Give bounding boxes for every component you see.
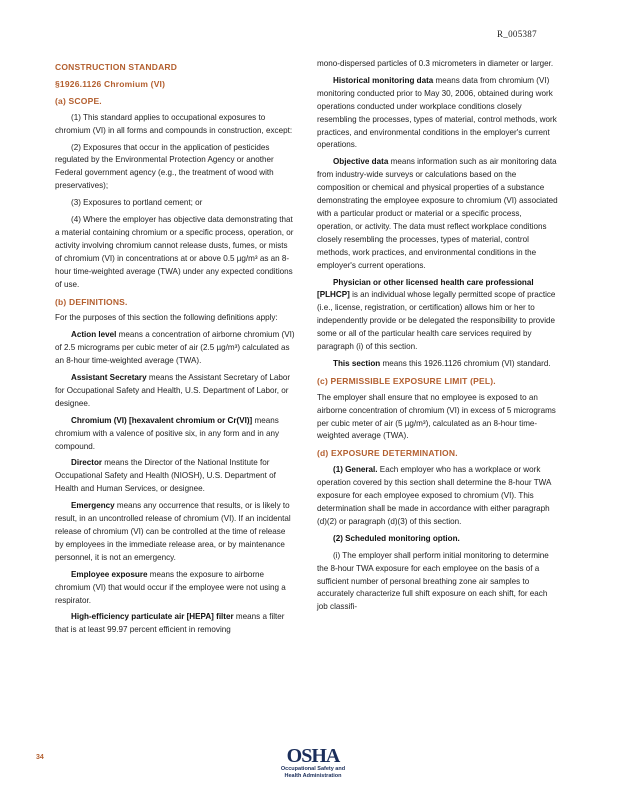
agency-name-line: Health Administration	[284, 773, 342, 779]
paragraph-text: Each employer who has a workplace or work operation covered by this section shall determine the 8-hour TWA exposure for each employee exposed to chromium (VI). This determination shall be made in accordance with either paragraph (d)(2) or paragraph (d)(3) of this section.	[317, 465, 551, 526]
scope-paragraph: (3) Exposures to portland cement; or	[71, 198, 203, 208]
definition-term: Employee exposure	[71, 569, 148, 579]
definition-text: means chromium with a valence of positive six, in any form and in any compound.	[55, 415, 280, 451]
definition	[55, 611, 296, 637]
scope-paragraph: (4) Where the employer has objective data demonstrating that a material containing chromium or a specific process, operation, or activity involving chromium cannot release dusts, fumes, or mists of chromium (VI) in concentrations at or above 0.5 µg/m³ as an 8-hour time-weighted average (TWA) under any expected conditions of use.	[55, 215, 294, 289]
pel-paragraph: The employer shall ensure that no employee is exposed to an airborne concentration of chromium (VI) in excess of 5 micrograms per cubic meter of air (5 µg/m³), calculated as an 8-hour time-weighted average (TWA).	[317, 392, 556, 441]
pel-heading: (c) PERMISSIBLE EXPOSURE LIMIT (PEL).	[317, 375, 496, 386]
definition-text: means the Director of the National Institute for Occupational Safety and Health (NIOSH), U.S. Department of Health and Human Services, or designee.	[55, 458, 276, 494]
definition	[55, 500, 296, 565]
definition-term: Director	[71, 458, 103, 468]
definition	[317, 75, 558, 152]
right-column	[317, 58, 558, 618]
definition-text: means data from chromium (VI) monitoring conducted prior to May 30, 2006, obtained during work operations conducted under workplace conditions closely resembling the processes, types of material, control methods, work practices, and environmental conditions in the employer's current operations.	[317, 75, 557, 150]
paragraph-term: (1) General.	[333, 465, 378, 475]
section-title: §1926.1126 Chromium (VI)	[55, 78, 166, 89]
exposure-determination-heading: (d) EXPOSURE DETERMINATION.	[317, 448, 458, 459]
left-column	[55, 61, 296, 641]
definition-text: means the Assistant Secretary of Labor for Occupational Safety and Health, U.S. Department of Labor, or designee.	[55, 373, 291, 408]
definition-term: Action level	[71, 330, 117, 340]
paragraph	[317, 464, 558, 529]
osha-logo	[268, 746, 358, 780]
definition-term: This section	[333, 358, 381, 368]
definition-term: Emergency	[71, 501, 115, 511]
osha-logo-text: OSHA	[286, 745, 340, 767]
definition-text: means the exposure to airborne chromium (VI) that would occur if the employee were not using a respirator.	[55, 569, 286, 605]
scope-paragraph: (2) Exposures that occur in the application of pesticides regulated by the Environmental Protection Agency or another Federal government agency (e.g., the treatment of wood with preservatives);	[55, 142, 274, 191]
definition	[55, 329, 296, 368]
definition-term: Physician or other licensed health care professional [PLHCP]	[317, 277, 534, 300]
definition-term: Objective data	[333, 157, 389, 167]
definition	[317, 358, 558, 371]
definition	[55, 457, 296, 496]
document-id: R_005387	[497, 29, 537, 39]
definition-text: means any occurrence that results, or is likely to result, in an uncontrolled release of chromium (VI). If an incidental release of chromium (VI) can be controlled at the time of release by employees in the immediate release area, or by maintenance personnel, it is not an emergency.	[55, 501, 291, 562]
agency-name-line: Occupational Safety and	[280, 766, 346, 772]
page-number: 34	[36, 754, 44, 761]
definition-text: means a filter that is at least 99.97 percent efficient in removing	[55, 612, 285, 635]
standard-title: CONSTRUCTION STANDARD	[55, 62, 178, 72]
definitions-heading: (b) DEFINITIONS.	[55, 296, 128, 307]
continued-paragraph: mono-dispersed particles of 0.3 micrometers in diameter or larger.	[317, 59, 554, 68]
definition	[55, 372, 296, 411]
definition-term: Historical monitoring data	[333, 75, 434, 85]
definition-term: Chromium (VI) [hexavalent chromium or Cr(VI)]	[71, 415, 253, 425]
definition-text: means this 1926.1126 chromium (VI) standard.	[380, 358, 551, 368]
definition-text: is an individual whose legally permitted scope of practice (i.e., license, registration, or certification) allows him or her to independently provide or be delegated the responsibility to provide some or all of the particular health care services required by paragraph (i) of this section.	[317, 290, 556, 352]
definitions-intro: For the purposes of this section the following definitions apply:	[55, 313, 278, 323]
definition	[317, 156, 558, 272]
paragraph-term: (2) Scheduled monitoring option.	[333, 533, 460, 543]
definition	[55, 415, 296, 454]
definition	[317, 277, 558, 354]
definition	[55, 569, 296, 608]
definition-text: means information such as air monitoring data from industry-wide surveys or calculations based on the composition or chemical and physical properties of a substance demonstrating the employee exposure to chromium (VI) associated with a particular product or material or a specific process, operation, or activity. The data must reflect workplace conditions closely resembling the processes, types of material, control methods, work practices, and environmental conditions in the employer's current operations.	[317, 157, 558, 270]
scope-heading: (a) SCOPE.	[55, 95, 102, 106]
definition-text: means a concentration of airborne chromium (VI) of 2.5 micrograms per cubic meter of air (2.5 µg/m³) calculated as an 8-hour time-weighted average (TWA).	[55, 330, 295, 366]
definition-term: Assistant Secretary	[71, 373, 147, 383]
scope-paragraph: (1) This standard applies to occupational exposures to chromium (VI) in all forms and compounds in construction, except:	[55, 112, 293, 135]
definition-term: High-efficiency particulate air [HEPA] filter	[71, 612, 234, 622]
paragraph: (i) The employer shall perform initial monitoring to determine the 8-hour TWA exposure for each employee on the basis of a sufficient number of personal breathing zone air samples to accurately characterize full shift exposure on each shift, for each job classifi-	[317, 550, 549, 612]
paragraph-heading	[317, 533, 558, 546]
